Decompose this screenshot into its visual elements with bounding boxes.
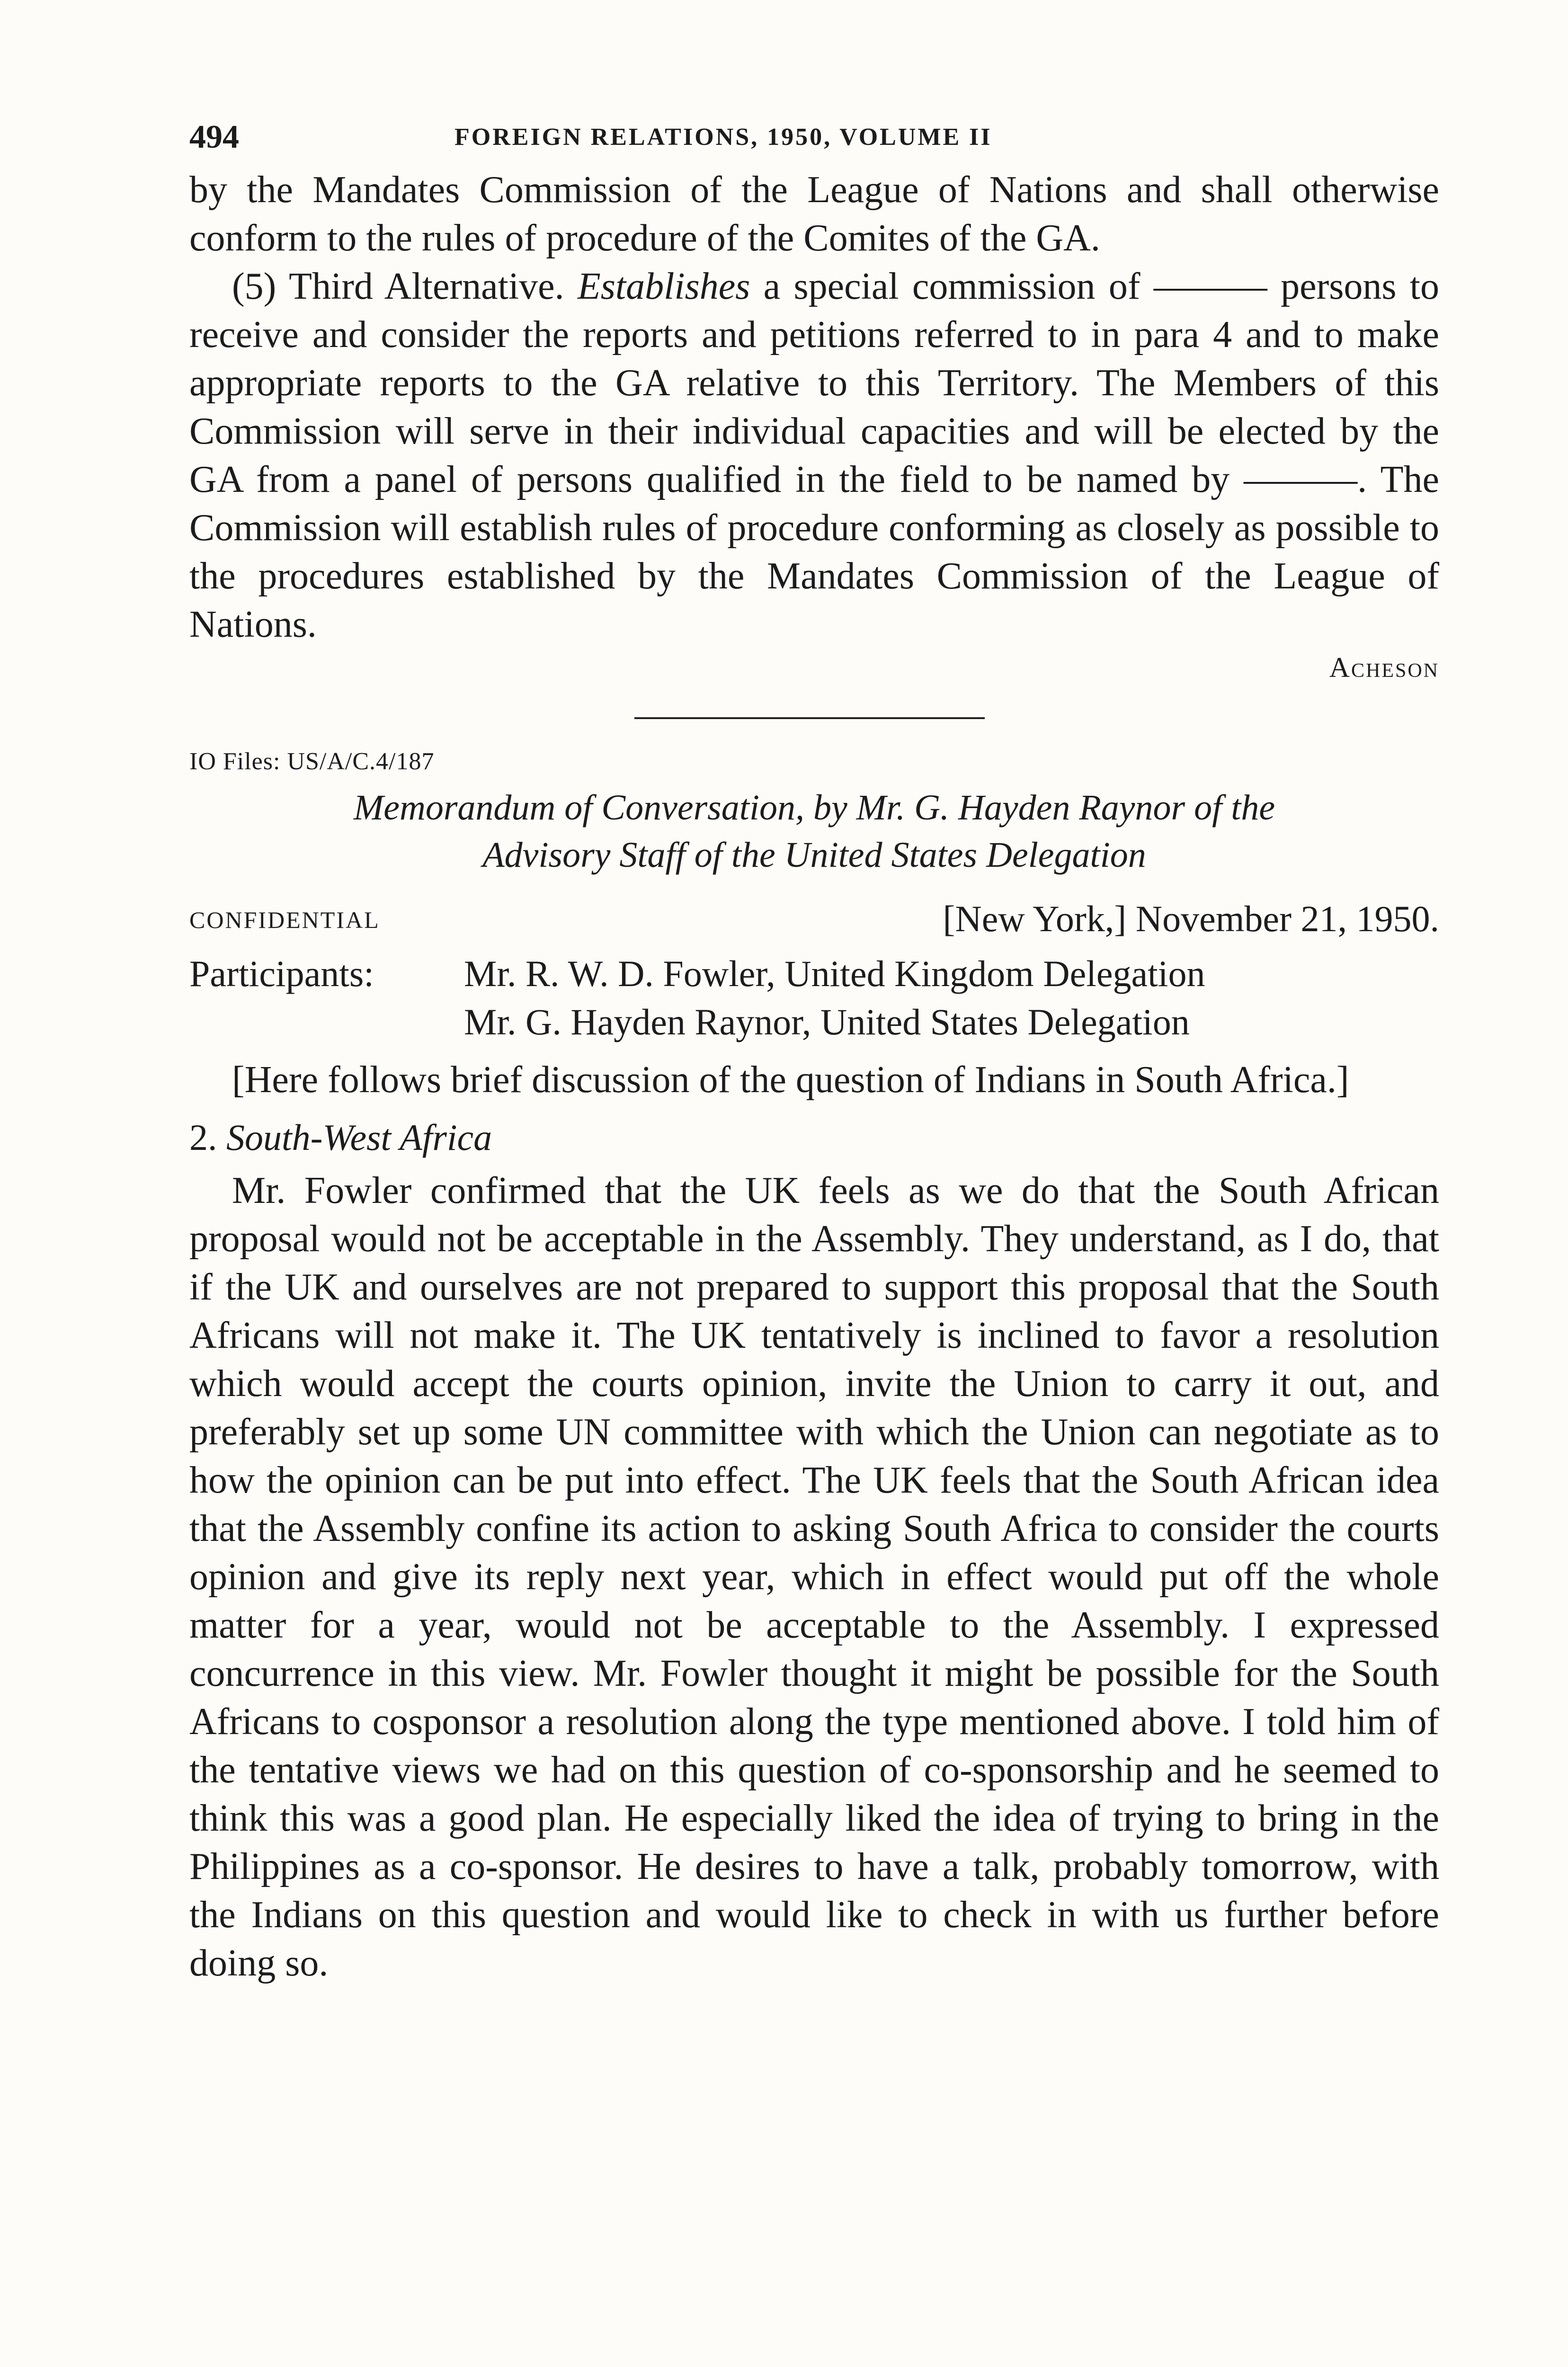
place-date: [New York,] November 21, 1950. <box>943 898 1439 939</box>
document-page <box>189 114 1439 1987</box>
classification-label: CONFIDENTIAL <box>189 907 380 933</box>
file-reference: IO Files: US/A/C.4/187 <box>189 748 435 775</box>
alternative-text: a special commission of ——— persons to receive and consider the reports and petitions referred to in para 4 and to make appropriate reports to the GA relative to this Territory. The Members of this Commission will serve in their individual capacities and will be elected by the GA from a panel of persons qualified in the field to be named by ———. The Commission will establish rules of procedure conforming as closely as possible to the procedures established by the Mandates Commission of the League of Nations. <box>189 266 1439 645</box>
editorial-note: [Here follows brief discussion of the question of Indians in South Africa.] <box>232 1059 1349 1101</box>
section-divider <box>634 717 985 719</box>
section-heading <box>189 1113 1439 1162</box>
memo-title-line-2: Advisory Staff of the United States Delegation <box>482 835 1146 875</box>
section-number: 2. <box>189 1117 226 1158</box>
participants-label: Participants: <box>189 953 374 994</box>
third-alternative-paragraph <box>189 262 1439 649</box>
participant-2: Mr. G. Hayden Raynor, United States Delegation <box>464 1001 1190 1042</box>
memo-title <box>189 784 1439 879</box>
participant-1: Mr. R. W. D. Fowler, United Kingdom Delegation <box>464 953 1205 994</box>
page-number: 494 <box>189 119 239 155</box>
alternative-emphasis: Establishes <box>577 266 750 307</box>
classification-row <box>189 898 1439 950</box>
signature: Acheson <box>1329 652 1439 683</box>
section-title: South-West Africa <box>226 1117 492 1158</box>
running-title: FOREIGN RELATIONS, 1950, VOLUME II <box>454 124 992 151</box>
alternative-lead: (5) Third Alternative. <box>232 266 578 307</box>
memo-body-paragraph: Mr. Fowler confirmed that the UK feels as we do that the South African proposal would not be acceptable in the Assembly. They understand, as I do, that if the UK and ourselves are not prepared to support this proposal that the South Africans will not make it. The UK tentatively is inclined to favor a resolution which would accept the courts opinion, invite the Union to carry it out, and preferably set up some UN committee with which the Union can negotiate as to how the opinion can be put into effect. The UK feels that the South African idea that the Assembly confine its action to asking South Africa to consider the courts opinion and give its reply next year, which in effect would put off the whole matter for a year, would not be acceptable to the Assembly. I expressed concurrence in this view. Mr. Fowler thought it might be possible for the South Africans to cosponsor a resolution along the type mentioned above. I told him of the tentative views we had on this question of co-sponsorship and he seemed to think this was a good plan. He especially liked the idea of trying to bring in the Philippines as a co-sponsor. He desires to have a talk, probably tomorrow, with the Indians on this question and would like to check in with us further before doing so. <box>189 1170 1439 1984</box>
running-head <box>189 114 1439 166</box>
participants-list <box>464 950 1205 1046</box>
memo-title-line-1: Memorandum of Conversation, by Mr. G. Hayden Raynor of the <box>353 788 1275 828</box>
continuation-paragraph: by the Mandates Commission of the League of Nations and shall otherwise conform to the rules of procedure of the Comites of the GA. <box>189 169 1439 259</box>
participants-block <box>189 950 1439 1046</box>
